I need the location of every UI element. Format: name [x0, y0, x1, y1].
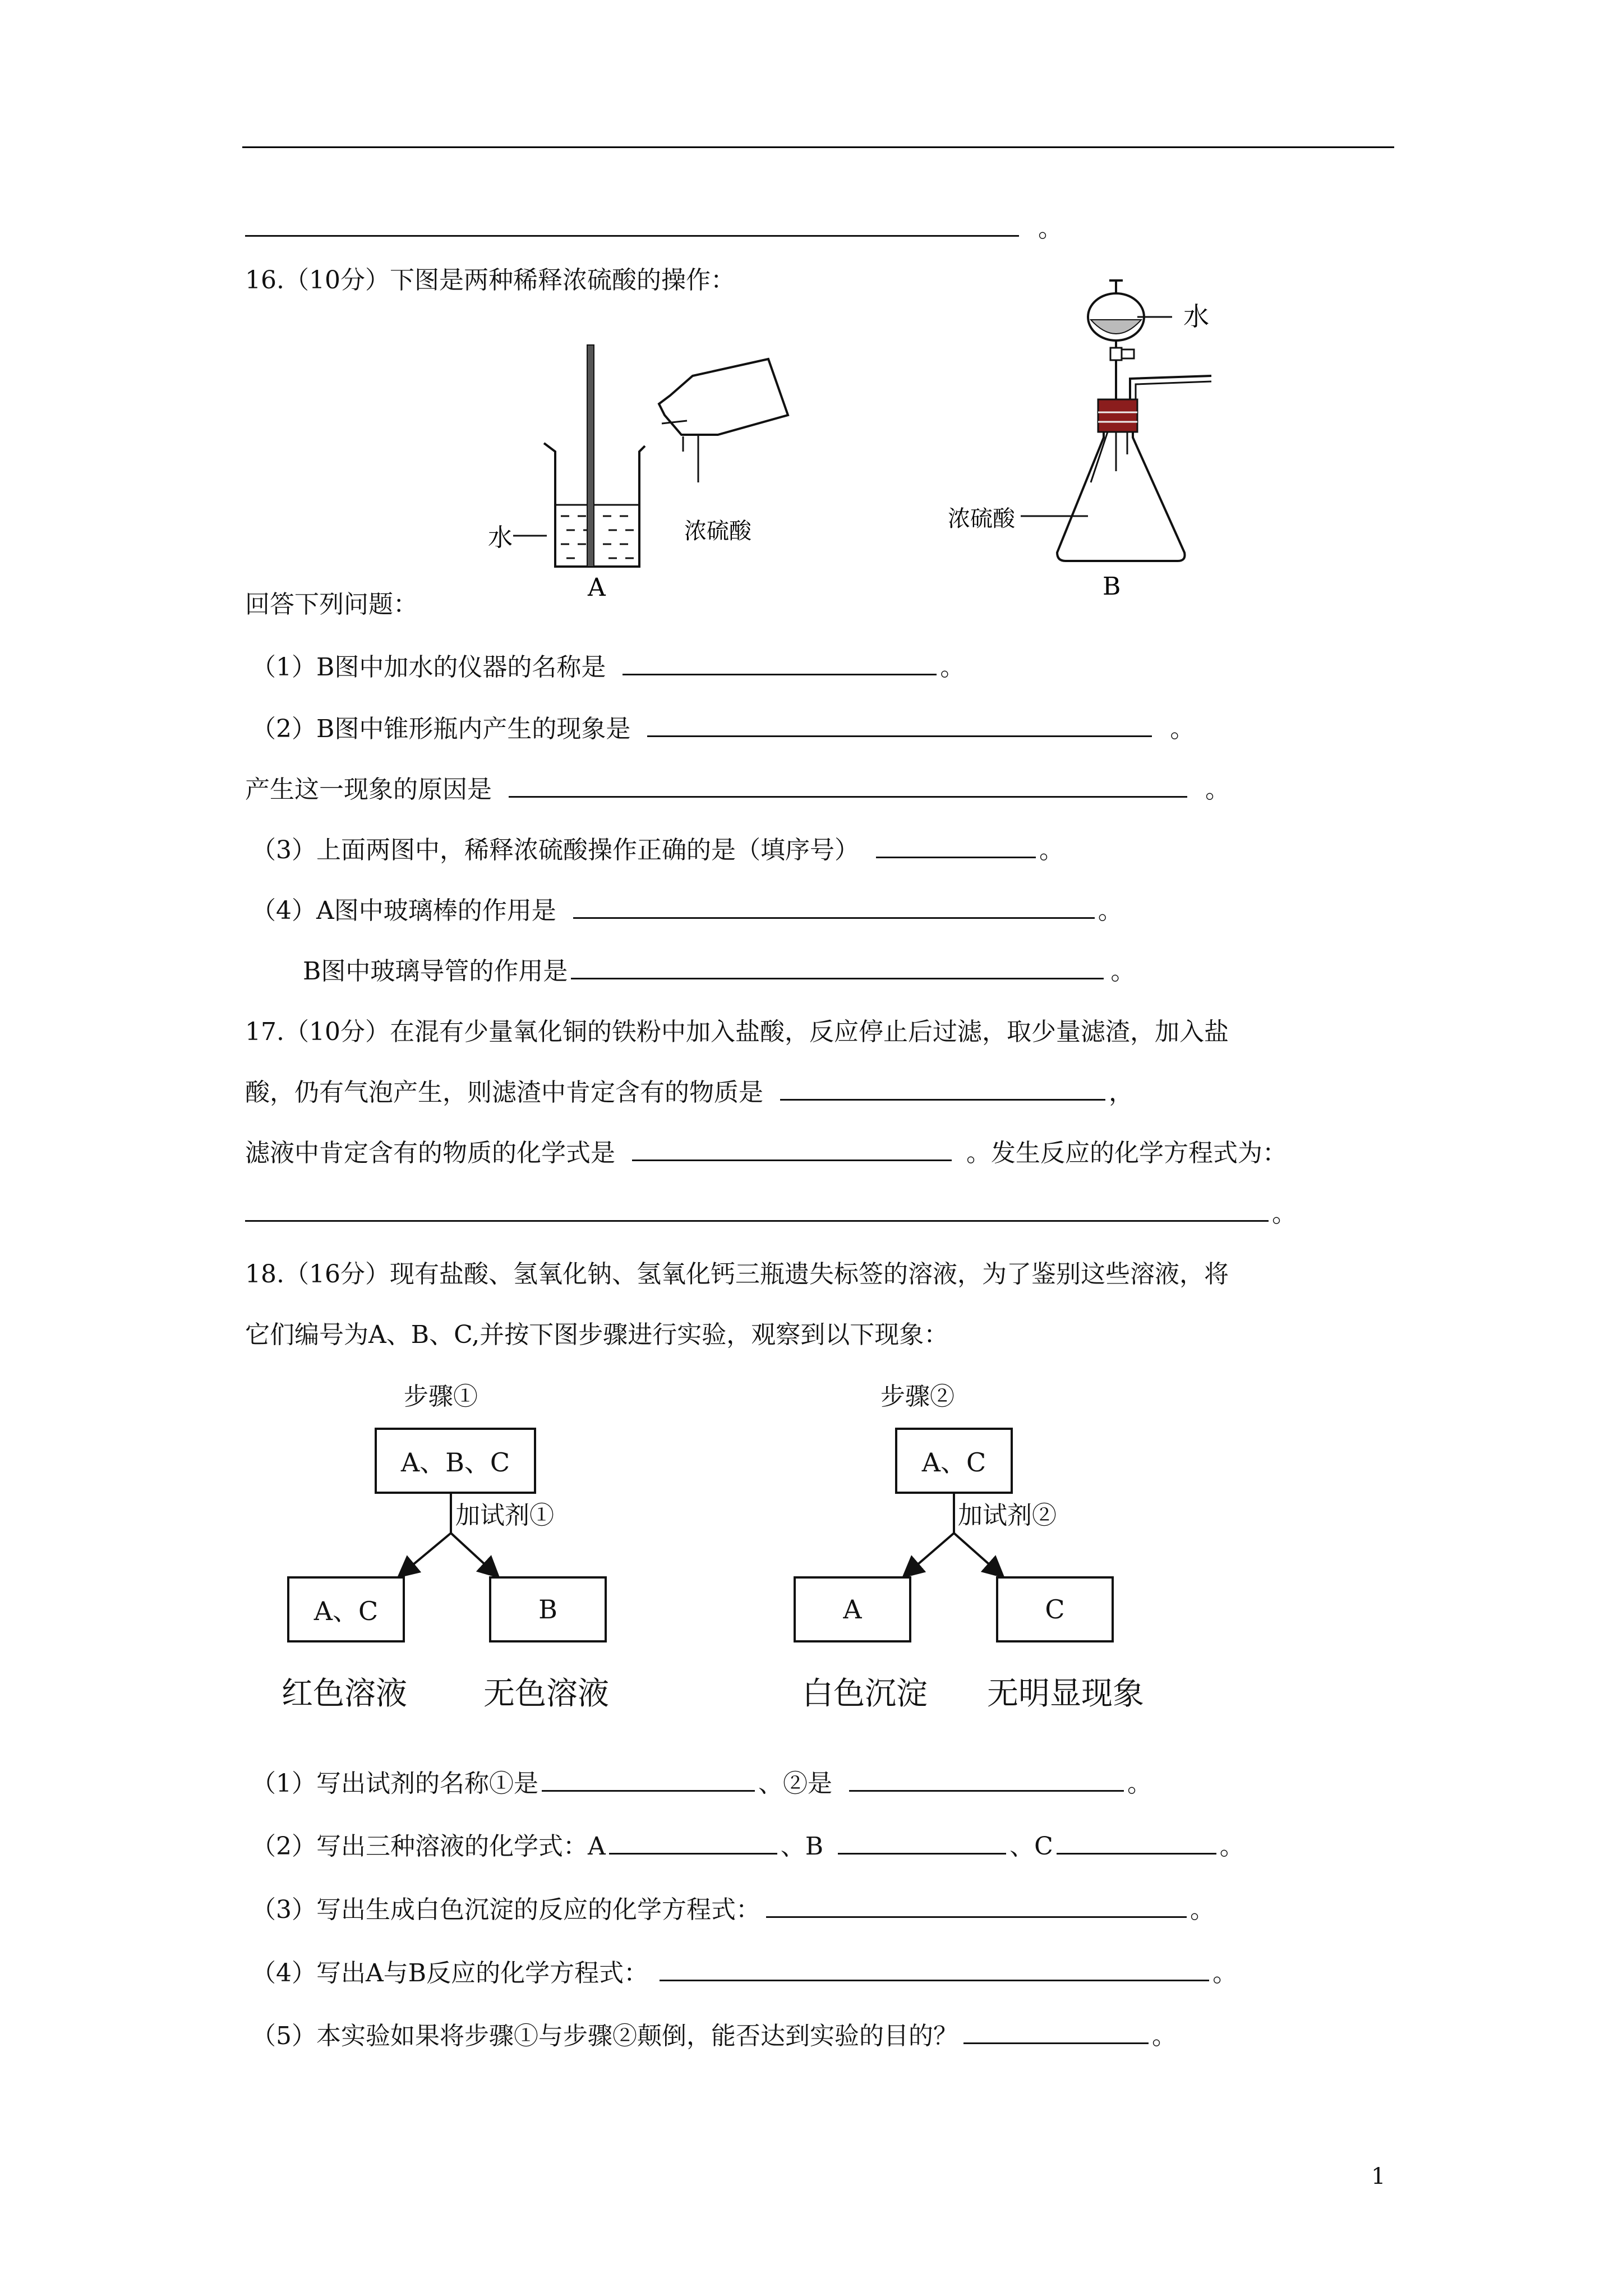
answer-blank-17-1[interactable]: [780, 1076, 1105, 1101]
step1-left-box: A、C: [287, 1576, 405, 1642]
obs1-left: 红色溶液: [282, 1676, 407, 1712]
period-text: 。: [1038, 214, 1063, 243]
reagent1-label: 加试剂①: [455, 1501, 554, 1530]
step1-right-box: B: [489, 1576, 607, 1642]
q18-part3: （3）写出生成白色沉淀的反应的化学方程式： 。: [251, 1893, 1215, 1927]
answer-blank-18-1a[interactable]: [542, 1768, 755, 1792]
label-acid-a: 浓硫酸: [684, 518, 751, 544]
step2-right-box: C: [996, 1576, 1114, 1642]
q17-equation-line: 。: [245, 1197, 1297, 1231]
previous-answer-line: [245, 212, 1063, 246]
q18-part2: （2）写出三种溶液的化学式：A 、B 、C 。: [251, 1830, 1244, 1864]
q18-line2: 它们编号为A、B、C,并按下图步骤进行实验，观察到以下现象：: [245, 1320, 949, 1349]
q16-part2: （2）B图中锥形瓶内产生的现象是 。: [251, 712, 1195, 746]
header-rule: [242, 146, 1394, 148]
answer-blank-18-2a[interactable]: [609, 1830, 777, 1855]
q16-answer-intro: 回答下列问题：: [245, 590, 418, 619]
answer-blank-18-5[interactable]: [963, 2020, 1149, 2044]
q18-part5: （5）本实验如果将步骤①与步骤②颠倒，能否达到实验的目的？ 。: [251, 2019, 1177, 2053]
caption-a: A: [588, 573, 606, 602]
answer-blank-17-3[interactable]: [245, 1198, 1269, 1222]
q17-line3: 滤液中肯定含有的物质的化学式是 。发生反应的化学方程式为：: [245, 1137, 1287, 1170]
figure-b-flask: [948, 269, 1239, 606]
q17-line1: 17.（10分）在混有少量氧化铜的铁粉中加入盐酸，反应停止后过滤，取少量滤渣，加入盐: [245, 1018, 1229, 1046]
answer-blank-18-2c[interactable]: [1057, 1830, 1216, 1855]
step1-label: 步骤①: [404, 1382, 478, 1411]
answer-blank-16-2b[interactable]: [509, 774, 1187, 798]
answer-blank-16-4b[interactable]: [571, 955, 1104, 979]
q16-part2b: 产生这一现象的原因是 。: [245, 773, 1230, 807]
obs2-right: 无明显现象: [987, 1676, 1144, 1712]
answer-blank-16-1[interactable]: [623, 651, 937, 675]
answer-blank-16-2[interactable]: [647, 713, 1152, 737]
q16-part4: （4）A图中玻璃棒的作用是 。: [251, 894, 1123, 928]
answer-blank-16-4[interactable]: [573, 895, 1095, 919]
step2-box: A、C: [895, 1428, 1013, 1494]
q18-part1: （1）写出试剂的名称①是 、②是 。: [251, 1767, 1152, 1801]
caption-b: B: [1103, 572, 1121, 601]
answer-blank-17-2[interactable]: [632, 1137, 952, 1161]
obs1-right: 无色溶液: [483, 1676, 609, 1712]
erlenmeyer-flask: [1057, 432, 1185, 561]
q17-line2: 酸，仍有气泡产生，则滤渣中肯定含有的物质是 ，: [245, 1076, 1133, 1110]
label-water-a: 水: [488, 523, 513, 552]
answer-blank[interactable]: [245, 213, 1019, 237]
label-acid-b: 浓硫酸: [948, 506, 1015, 532]
answer-blank-18-1b[interactable]: [849, 1768, 1124, 1792]
label-water-b: 水: [1183, 301, 1209, 332]
answer-blank-18-2b[interactable]: [838, 1830, 1006, 1855]
obs2-left: 白色沉淀: [802, 1676, 928, 1712]
q16-part3: （3）上面两图中，稀释浓硫酸操作正确的是（填序号） 。: [251, 834, 1064, 867]
step1-box: A、B、C: [375, 1428, 536, 1494]
q16-stem: 16.（10分）下图是两种稀释浓硫酸的操作：: [245, 266, 735, 295]
water-liquid: [561, 516, 634, 558]
reagent2-label: 加试剂②: [958, 1501, 1057, 1530]
page-number: 1: [1371, 2164, 1386, 2189]
step1-arrows: [336, 1494, 538, 1578]
q18-part4: （4）写出A与B反应的化学方程式： 。: [251, 1957, 1237, 1990]
step2-arrows: [841, 1494, 1043, 1578]
glass-rod: [587, 345, 594, 567]
q16-part1: （1）B图中加水的仪器的名称是 。: [251, 651, 965, 684]
q18-line1: 18.（16分）现有盐酸、氢氧化钠、氢氧化钙三瓶遗失标签的溶液，为了鉴别这些溶液，将: [245, 1260, 1229, 1289]
rubber-stopper: [1098, 399, 1137, 432]
q16-part4b: B图中玻璃导管的作用是 。: [303, 955, 1135, 988]
step2-label: 步骤②: [880, 1382, 955, 1411]
step2-left-box: A: [794, 1576, 911, 1642]
answer-blank-18-4[interactable]: [660, 1957, 1209, 1981]
figure-a-beaker: [477, 337, 824, 606]
answer-blank-18-3[interactable]: [766, 1894, 1187, 1918]
answer-blank-16-3[interactable]: [876, 834, 1036, 858]
acid-bottle: [659, 359, 788, 482]
